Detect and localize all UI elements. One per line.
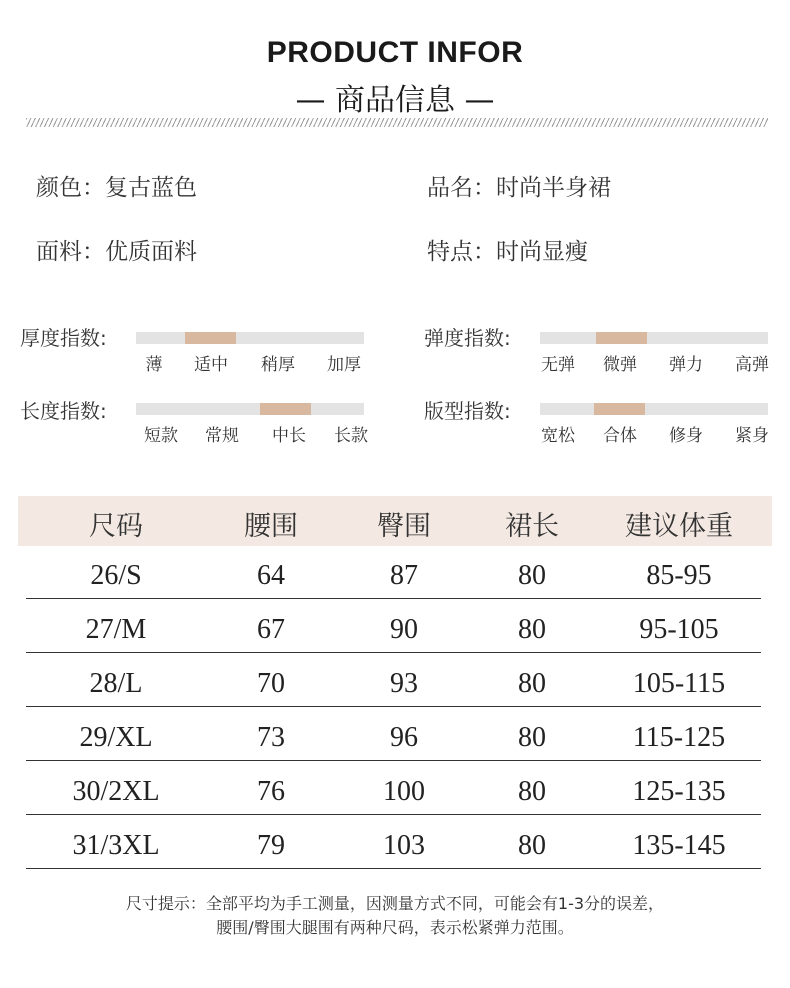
size-table-cell: 105-115	[632, 668, 726, 699]
size-table-cell: 73	[257, 722, 285, 753]
size-table-cell: 26/S	[90, 560, 142, 591]
size-table-cell: 79	[257, 830, 285, 861]
size-table-cell: 93	[390, 668, 418, 699]
size-table-header-cell: 建议体重	[625, 511, 733, 542]
scale-length-tick: 短款	[144, 426, 178, 446]
decorative-divider	[26, 118, 768, 127]
size-table-header-cell: 裙长	[505, 511, 559, 542]
scale-fit-label: 版型指数:	[424, 399, 511, 423]
size-table-cell: 30/2XL	[72, 776, 160, 807]
table-row-divider	[26, 598, 761, 599]
size-table-cell: 103	[383, 830, 425, 861]
size-table-cell: 80	[518, 776, 546, 807]
scale-thickness-tick: 适中	[194, 355, 228, 375]
scale-length-track	[136, 403, 364, 415]
scale-length-tick: 常规	[205, 426, 239, 446]
scale-elasticity-tick: 弹力	[669, 355, 703, 375]
size-table-cell: 80	[518, 722, 546, 753]
scale-thickness-tick: 加厚	[327, 355, 361, 375]
size-table-header-cell: 腰围	[244, 511, 298, 542]
size-table-cell: 29/XL	[79, 722, 153, 753]
scale-length-tick: 长款	[334, 426, 368, 446]
scale-length-tick: 中长	[272, 426, 306, 446]
size-note-line-1: 尺寸提示：全部平均为手工测量，因测量方式不同，可能会有1-3分的误差，	[125, 894, 665, 913]
scale-thickness-tick: 薄	[145, 355, 163, 375]
size-table-cell: 115-125	[632, 722, 726, 753]
size-table-cell: 85-95	[646, 560, 712, 591]
table-row-divider	[26, 760, 761, 761]
size-table-cell: 64	[257, 560, 285, 591]
size-table-cell: 28/L	[89, 668, 143, 699]
scale-elasticity-track	[540, 332, 768, 344]
size-table-cell: 80	[518, 560, 546, 591]
size-table-cell: 70	[257, 668, 285, 699]
scale-elasticity-tick: 高弹	[735, 355, 769, 375]
scale-thickness-tick: 稍厚	[261, 355, 295, 375]
scale-fit-marker	[594, 403, 645, 415]
scale-elasticity-marker	[596, 332, 647, 344]
table-row-divider	[26, 814, 761, 815]
scale-fit-tick: 合体	[603, 426, 637, 446]
scale-thickness-label: 厚度指数:	[20, 326, 107, 350]
size-table-cell: 27/M	[85, 614, 147, 645]
scale-length-label: 长度指数:	[20, 399, 107, 423]
page-title-cn: — 商品信息 —	[295, 83, 495, 118]
scale-elasticity-tick: 微弹	[603, 355, 637, 375]
size-table-cell: 87	[390, 560, 418, 591]
size-table-cell: 31/3XL	[72, 830, 160, 861]
table-row-divider	[26, 652, 761, 653]
page-title-en: PRODUCT INFOR	[266, 36, 524, 69]
size-table-cell: 95-105	[639, 614, 719, 645]
size-table-cell: 67	[257, 614, 285, 645]
info-fabric: 面料：优质面料	[36, 239, 197, 265]
scale-thickness-track	[136, 332, 364, 344]
size-table-cell: 90	[390, 614, 418, 645]
scale-fit-tick: 修身	[669, 426, 703, 446]
info-color: 颜色：复古蓝色	[36, 175, 197, 201]
size-table-cell: 80	[518, 614, 546, 645]
size-table-cell: 80	[518, 830, 546, 861]
size-table-cell: 125-135	[632, 776, 726, 807]
size-table-cell: 76	[257, 776, 285, 807]
size-table-cell: 135-145	[632, 830, 726, 861]
size-table-cell: 96	[390, 722, 418, 753]
size-table-cell: 80	[518, 668, 546, 699]
size-table-header-cell: 尺码	[89, 511, 143, 542]
scale-elasticity-tick: 无弹	[541, 355, 575, 375]
scale-fit-track	[540, 403, 768, 415]
table-row-divider	[26, 868, 761, 869]
table-row-divider	[26, 706, 761, 707]
scale-thickness-marker	[185, 332, 236, 344]
size-table-header-cell: 臀围	[377, 511, 431, 542]
size-table-cell: 100	[383, 776, 425, 807]
size-note-line-2: 腰围/臀围大腿围有两种尺码，表示松紧弹力范围。	[216, 918, 574, 937]
scale-fit-tick: 紧身	[735, 426, 769, 446]
info-name: 品名：时尚半身裙	[427, 175, 611, 201]
scale-elasticity-label: 弹度指数:	[424, 326, 511, 350]
scale-length-marker	[260, 403, 311, 415]
info-feature: 特点：时尚显瘦	[427, 239, 588, 265]
scale-fit-tick: 宽松	[541, 426, 575, 446]
